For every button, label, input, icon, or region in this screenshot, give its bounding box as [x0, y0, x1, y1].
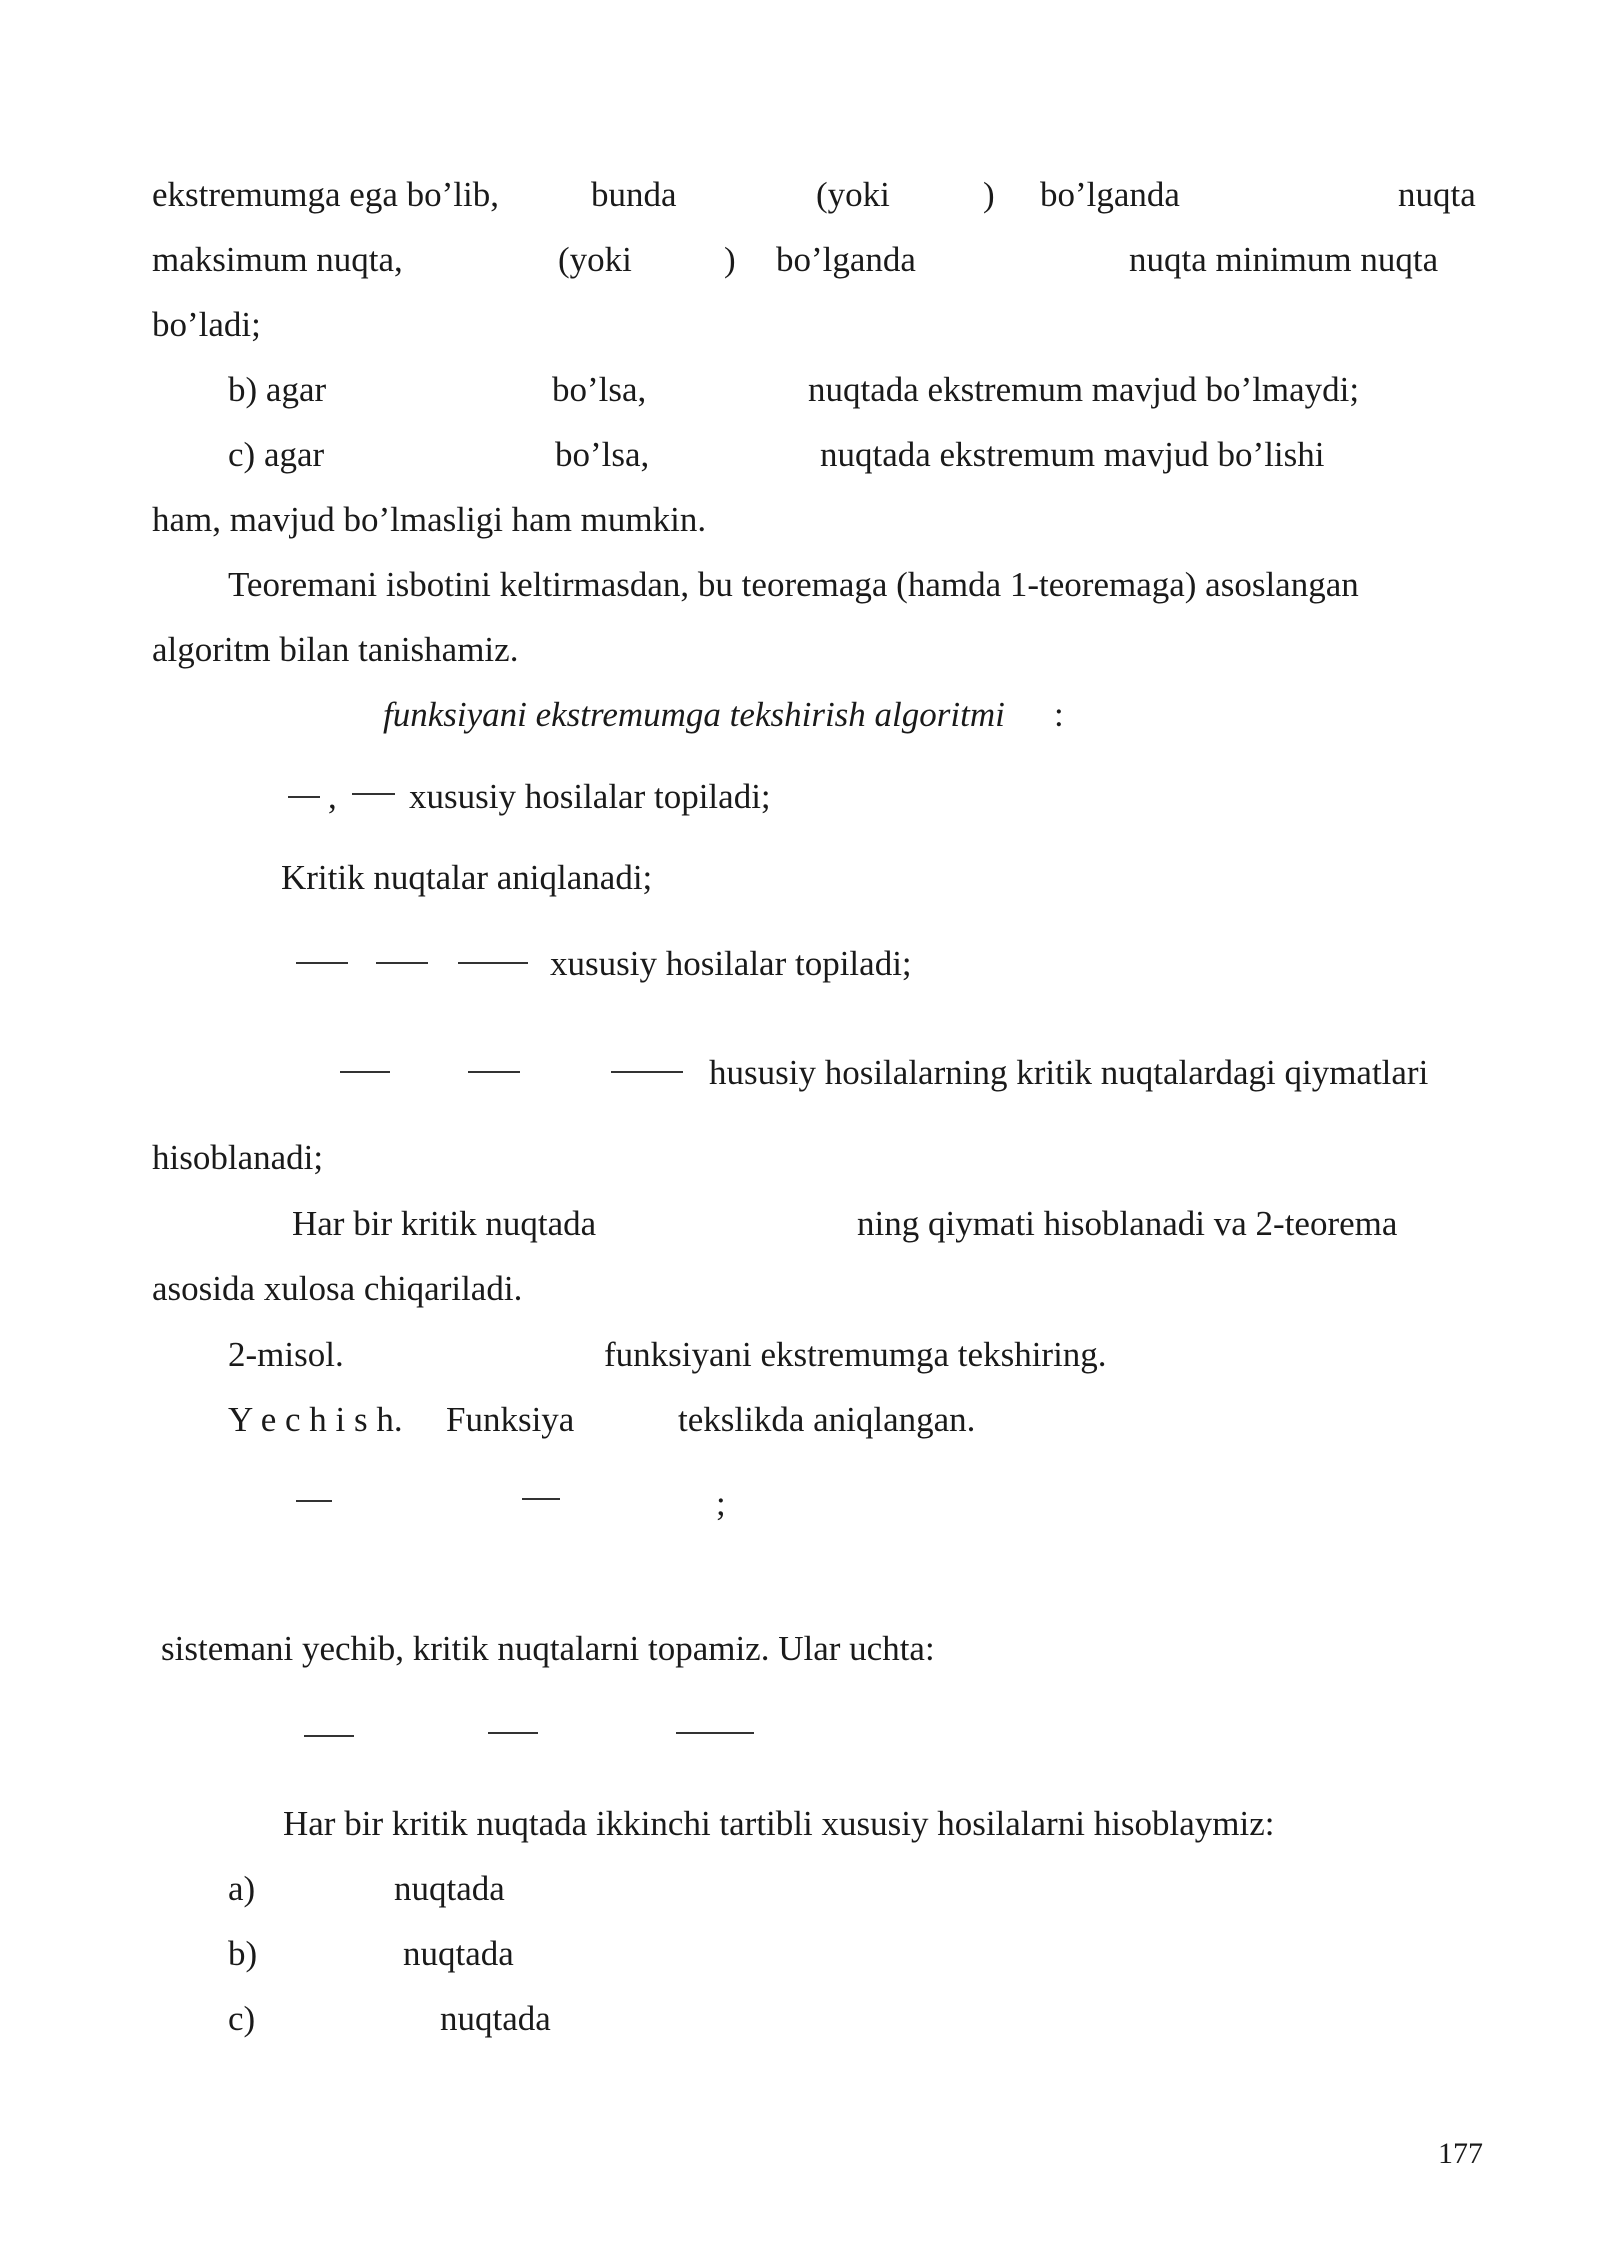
item-c-label: c)	[228, 1999, 256, 2038]
fraction-bar	[304, 1735, 354, 1737]
text-line-5a: c) agar	[228, 435, 325, 474]
text-line-2c: )	[724, 240, 736, 279]
text-line-1a: ekstremumga ega bo’lib,	[152, 175, 499, 214]
text-line-12: xususiy hosilalar topiladi;	[550, 944, 912, 983]
text-line-5c: nuqtada ekstremum mavjud bo’lishi	[820, 435, 1325, 474]
fraction-bar	[376, 962, 428, 964]
text-line-17a: 2-misol.	[228, 1335, 344, 1374]
text-line-4a: b) agar	[228, 370, 327, 409]
algorithm-heading: funksiyani ekstremumga tekshirish algoritmi	[383, 695, 1005, 734]
text-line-10b: xususiy hosilalar topiladi;	[409, 777, 771, 816]
text-line-15b: ning qiymati hisoblanadi va 2-teorema	[857, 1204, 1398, 1243]
text-line-2e: nuqta minimum nuqta	[1129, 240, 1439, 279]
fraction-bar	[296, 962, 348, 964]
text-line-1e: bo’lganda	[1040, 175, 1180, 214]
text-line-13: hususiy hosilalarning kritik nuqtalardagi qiymatlari	[709, 1053, 1429, 1092]
text-line-4b: bo’lsa,	[552, 370, 647, 409]
text-line-1f: nuqta	[1398, 175, 1476, 214]
text-line-18b: Funksiya	[446, 1400, 575, 1439]
fraction-bar	[676, 1732, 754, 1734]
text-line-1c: (yoki	[816, 175, 890, 214]
text-line-19: ;	[716, 1484, 726, 1523]
text-line-7: Teoremani isbotini keltirmasdan, bu teoremaga (hamda 1-teoremaga) asoslangan	[228, 565, 1359, 604]
fraction-bar	[522, 1498, 560, 1500]
fraction-bar	[458, 962, 528, 964]
fraction-bar	[288, 796, 320, 798]
item-b-label: b)	[228, 1934, 258, 1973]
fraction-bar	[468, 1071, 520, 1073]
text-line-2d: bo’lganda	[776, 240, 916, 279]
algorithm-heading-colon: :	[1054, 695, 1064, 734]
text-line-2b: (yoki	[558, 240, 632, 279]
text-line-1b: bunda	[591, 175, 677, 214]
text-line-20: sistemani yechib, kritik nuqtalarni topamiz. Ular uchta:	[161, 1629, 935, 1668]
text-line-2a: maksimum nuqta,	[152, 240, 403, 279]
fraction-bar	[488, 1732, 538, 1734]
fraction-bar	[352, 793, 395, 795]
text-line-10a: ,	[328, 777, 337, 816]
text-line-5b: bo’lsa,	[555, 435, 650, 474]
item-b-text: nuqtada	[403, 1934, 514, 1973]
fraction-bar	[611, 1071, 683, 1073]
item-c-text: nuqtada	[440, 1999, 551, 2038]
text-line-6: ham, mavjud bo’lmasligi ham mumkin.	[152, 500, 707, 539]
text-line-8: algoritm bilan tanishamiz.	[152, 630, 519, 669]
page-number: 177	[1438, 2137, 1483, 2170]
item-a-text: nuqtada	[394, 1869, 505, 1908]
text-line-21: Har bir kritik nuqtada ikkinchi tartibli xususiy hosilalarni hisoblaymiz:	[283, 1804, 1275, 1843]
text-line-11: Kritik nuqtalar aniqlanadi;	[281, 858, 653, 897]
text-line-17b: funksiyani ekstremumga tekshiring.	[604, 1335, 1107, 1374]
text-line-18c: tekslikda aniqlangan.	[678, 1400, 976, 1439]
text-line-15a: Har bir kritik nuqtada	[292, 1204, 597, 1243]
text-line-16: asosida xulosa chiqariladi.	[152, 1269, 523, 1308]
fraction-bar	[340, 1071, 390, 1073]
text-line-1d: )	[983, 175, 995, 214]
item-a-label: a)	[228, 1869, 256, 1908]
fraction-bar	[296, 1500, 332, 1502]
text-line-4c: nuqtada ekstremum mavjud bo’lmaydi;	[808, 370, 1360, 409]
text-line-14: hisoblanadi;	[152, 1138, 324, 1177]
text-line-3: bo’ladi;	[152, 305, 261, 344]
text-line-18a: Y e c h i s h.	[228, 1400, 403, 1439]
